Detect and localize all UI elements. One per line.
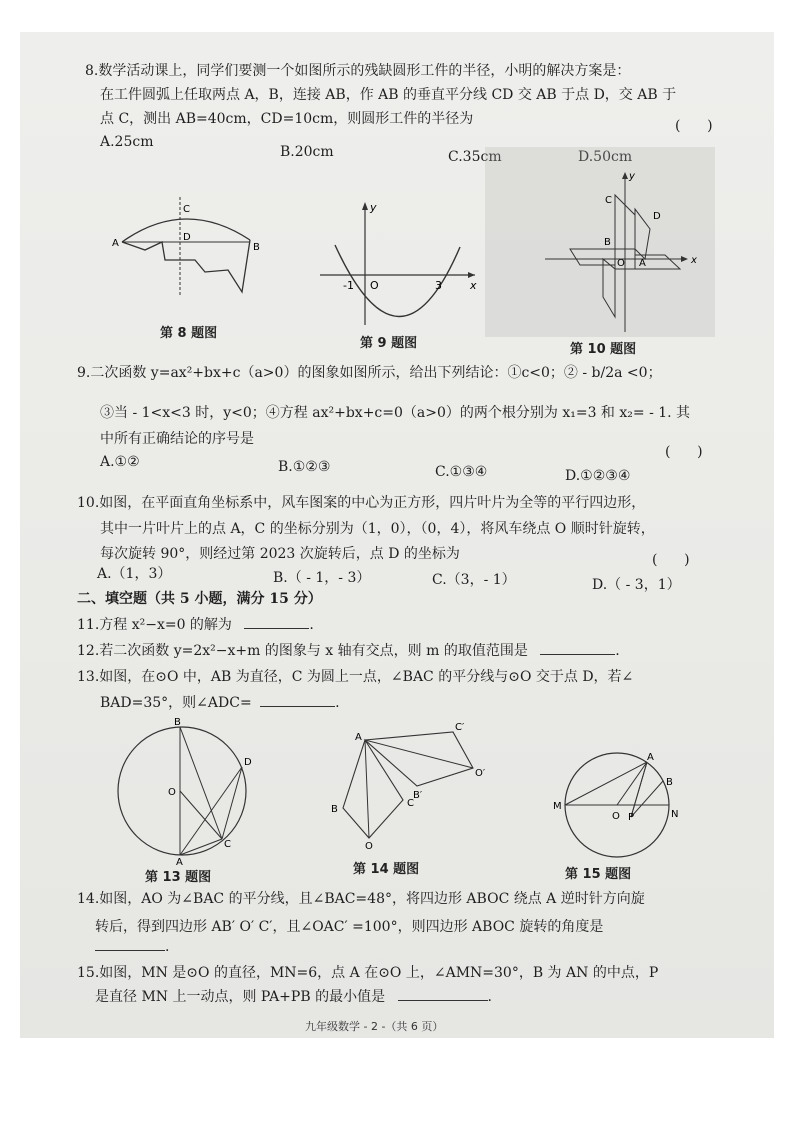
fig8-label-c: C xyxy=(183,204,190,215)
q11-line: 11.方程 x²−x=0 的解为 . xyxy=(77,614,314,634)
q9-line3: 中所有正确结论的序号是 xyxy=(100,431,254,447)
q9-line1: 9.二次函数 y=ax²+bx+c（a>0）的图象如图所示，给出下列结论：①c<0；② - b/2a <0； xyxy=(77,365,662,381)
q10-line3: 每次旋转 90°，则经过第 2023 次旋转后，点 D 的坐标为 xyxy=(100,546,460,562)
figure-15-caption: 第 15 题图 xyxy=(565,867,632,882)
q8-line2: 在工件圆弧上任取两点 A，B，连接 AB，作 AB 的垂直平分线 CD 交 AB 于点 D，交 AB 于 xyxy=(100,87,677,103)
fig15-label-n: N xyxy=(671,809,679,820)
fig9-label-neg1: -1 xyxy=(343,279,354,292)
fig10-label-a: A xyxy=(639,258,646,269)
q9-option-c: C.①③④ xyxy=(435,464,488,480)
fig10-label-o: O xyxy=(617,258,625,269)
figure-9 xyxy=(315,197,485,327)
fig13-label-o: O xyxy=(168,787,176,798)
fig10-label-d: D xyxy=(653,211,661,222)
q9-line2: ③当 - 1<x<3 时，y<0；④方程 ax²+bx+c=0（a>0）的两个根分别为 x₁=3 和 x₂= - 1. 其 xyxy=(100,405,691,421)
fig15-label-o: O xyxy=(612,811,620,822)
q15-line2: 是直径 MN 上一动点，则 PA+PB 的最小值是 xyxy=(95,989,386,1005)
page-footer: 九年级数学 - 2 -（共 6 页） xyxy=(305,1020,444,1033)
q10-option-a: A.（1，3） xyxy=(97,566,172,582)
q10-line2: 其中一片叶片上的点 A，C 的坐标分别为（1，0），（0，4），将风车绕点 O 顺时针旋转， xyxy=(100,521,655,537)
photographed-exam-page xyxy=(20,32,774,1038)
q13-line1: 13.如图，在⊙O 中，AB 为直径，C 为圆上一点，∠BAC 的平分线与⊙O 交于点 D，若∠ xyxy=(77,669,634,685)
fig14-label-b: B xyxy=(331,804,338,815)
fig13-label-c: C xyxy=(224,839,231,850)
q14-answer-blank[interactable] xyxy=(95,936,165,951)
q10-option-d: D.（ - 3，1） xyxy=(592,577,681,593)
fig14-label-o: O xyxy=(365,841,373,850)
q8-answer-bracket: ( ) xyxy=(675,118,713,134)
q10-answer-bracket: ( ) xyxy=(652,552,690,568)
q14-line1: 14.如图，AO 为∠BAC 的平分线，且∠BAC=48°，将四边形 ABOC 绕点 A 逆时针方向旋 xyxy=(77,891,645,907)
q13-line2-container: BAD=35°，则∠ADC= . xyxy=(100,692,340,712)
fig15-label-a: A xyxy=(647,752,654,763)
fig15-label-p: P xyxy=(628,812,635,823)
fig9-label-x: x xyxy=(470,279,477,292)
q8-option-d: D.50cm xyxy=(578,149,633,165)
figure-8 xyxy=(110,192,260,302)
figure-13-caption: 第 13 题图 xyxy=(145,870,212,885)
figure-14-caption: 第 14 题图 xyxy=(353,862,420,877)
fig9-label-o: O xyxy=(370,279,379,292)
figure-10-caption: 第 10 题图 xyxy=(570,342,637,357)
fig8-label-d: D xyxy=(183,232,191,243)
fig13-label-a: A xyxy=(176,857,183,865)
fig13-label-b: B xyxy=(174,717,181,728)
q15-answer-blank[interactable] xyxy=(398,986,488,1001)
q9-option-b: B.①②③ xyxy=(278,459,331,475)
figure-8-caption: 第 8 题图 xyxy=(160,326,218,341)
figure-13 xyxy=(110,715,260,865)
fig14-label-b-prime: B′ xyxy=(413,790,423,801)
fig10-label-y: y xyxy=(629,171,635,182)
fig10-label-x: x xyxy=(691,255,697,266)
q15-line1: 15.如图，MN 是⊙O 的直径，MN=6，点 A 在⊙O 上，∠AMN=30°，B 为 AN 的中点，P xyxy=(77,965,659,981)
q11-text: 11.方程 x²−x=0 的解为 xyxy=(77,617,232,633)
fig9-label-y: y xyxy=(370,201,377,214)
figure-9-caption: 第 9 题图 xyxy=(360,336,418,351)
q8-option-a: A.25cm xyxy=(100,134,154,150)
q12-text: 12.若二次函数 y=2x²−x+m 的图象与 x 轴有交点，则 m 的取值范围是 xyxy=(77,643,528,659)
q8-option-c: C.35cm xyxy=(448,149,502,165)
q9-answer-bracket: ( ) xyxy=(665,444,703,460)
fig14-label-o-prime: O′ xyxy=(475,768,486,779)
fig14-label-c: C xyxy=(407,798,414,809)
fig15-label-b: B xyxy=(666,777,673,788)
q13-answer-blank[interactable] xyxy=(260,692,335,707)
fig10-label-b: B xyxy=(604,237,611,248)
q10-line1: 10.如图，在平面直角坐标系中，风车图案的中心为正方形，四片叶片为全等的平行四边形， xyxy=(77,495,646,511)
q12-line: 12.若二次函数 y=2x²−x+m 的图象与 x 轴有交点，则 m 的取值范围是 . xyxy=(77,640,620,660)
q12-answer-blank[interactable] xyxy=(540,640,615,655)
q15-line2-container: 是直径 MN 上一动点，则 PA+PB 的最小值是 . xyxy=(95,986,492,1006)
q8-line1: 8.数学活动课上，同学们要测一个如图所示的残缺圆形工件的半径，小明的解决方案是： xyxy=(85,63,631,79)
q8-line3: 点 C，测出 AB=40cm，CD=10cm，则圆形工件的半径为 xyxy=(100,111,474,127)
fig14-label-c-prime: C′ xyxy=(455,722,465,733)
q10-option-b: B.（ - 1，- 3） xyxy=(273,570,371,586)
q13-line2: BAD=35°，则∠ADC= xyxy=(100,695,252,711)
fig8-label-b: B xyxy=(253,242,260,253)
q10-option-c: C.（3，- 1） xyxy=(432,572,516,588)
fig15-label-m: M xyxy=(553,801,562,812)
fig13-label-d: D xyxy=(244,757,252,768)
q9-option-d: D.①②③④ xyxy=(565,468,631,484)
figure-14 xyxy=(325,720,495,850)
fig8-label-a: A xyxy=(112,238,119,249)
section-2-heading: 二、填空题（共 5 小题，满分 15 分） xyxy=(77,591,322,607)
fig14-label-a: A xyxy=(355,732,362,743)
q8-option-b: B.20cm xyxy=(280,144,334,160)
q11-answer-blank[interactable] xyxy=(244,614,309,629)
fig10-label-c: C xyxy=(605,195,612,206)
q9-option-a: A.①② xyxy=(100,454,140,470)
q14-line2: 转后，得到四边形 AB′ O′ C′，且∠OAC′ =100°，则四边形 ABOC 旋转的角度是 xyxy=(95,919,604,935)
fig9-label-3: 3 xyxy=(435,279,442,292)
figure-15 xyxy=(535,747,695,862)
q14-blank-line: . xyxy=(95,936,169,955)
figure-10 xyxy=(485,147,715,337)
